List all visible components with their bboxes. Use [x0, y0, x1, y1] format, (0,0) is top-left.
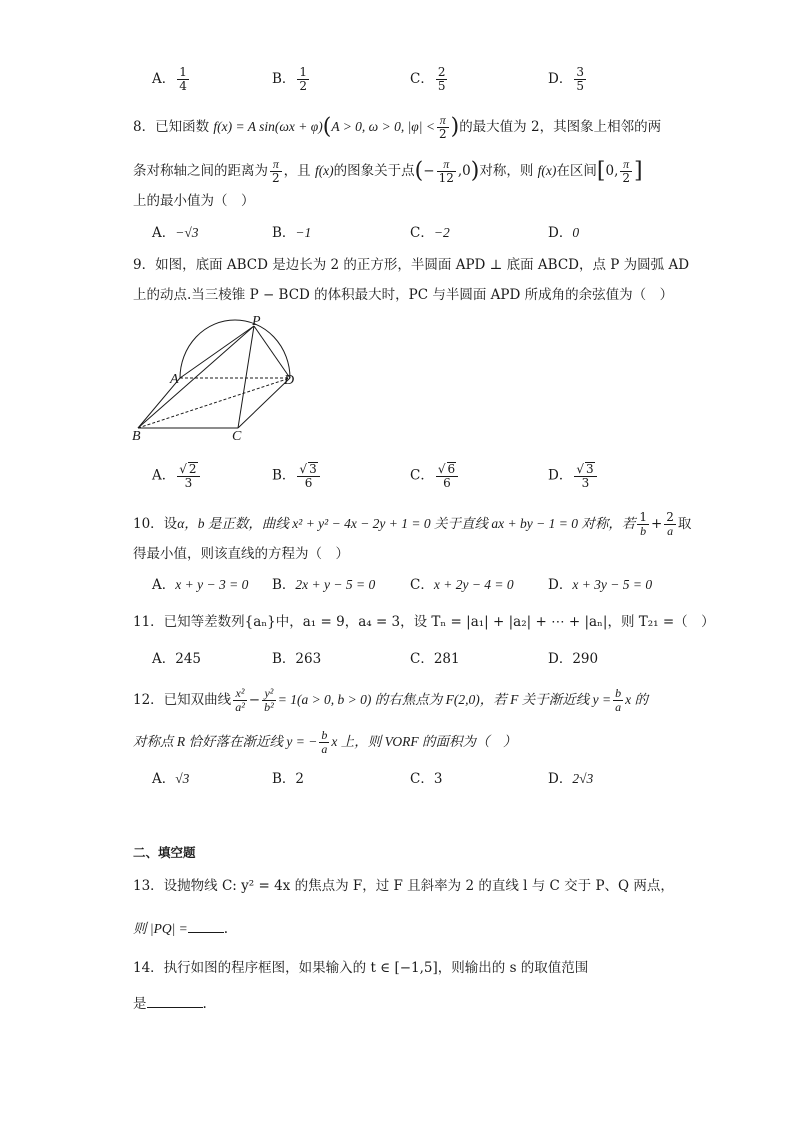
q10-option-c[interactable] [410, 576, 514, 594]
q9-option-d[interactable] [548, 462, 599, 490]
fraction: $\frac{√ 3}{6}$ [297, 462, 319, 490]
option-value: −1 [295, 225, 312, 240]
plus: + [650, 516, 663, 532]
fraction [262, 687, 276, 714]
option-value: x + 2y − 4 = 0 [433, 577, 514, 592]
option-label: B． [272, 651, 296, 667]
q14-line-2 [133, 993, 207, 1013]
option-label: A． [152, 651, 176, 667]
q8-option-c[interactable] [410, 224, 450, 242]
text: 10．设 [133, 516, 178, 532]
zero: 0 [605, 163, 615, 179]
q10-option-a[interactable] [152, 576, 248, 594]
denominator: 3 [184, 476, 193, 490]
denominator: 2 [299, 79, 308, 93]
edge-pc [238, 326, 254, 428]
formula: A > 0, ω > 0, |φ| < [331, 119, 435, 134]
text: 条对称轴之间的距离为 [133, 163, 268, 179]
bracket-close: ] [634, 158, 643, 184]
numerator: π [437, 114, 449, 128]
q8-line-1 [133, 114, 661, 141]
text: ，且 [283, 163, 311, 179]
denominator: a [321, 742, 328, 756]
option-value: 290 [572, 651, 599, 667]
q7-option-b[interactable] [272, 66, 311, 93]
text: α，b 是正数，曲线 x² + y² − 4x − 2y + 1 = 0 关于直线 ax + by − 1 = 0 对称，若 [177, 516, 636, 531]
q9-line-2: 上的动点.当三棱锥 P − BCD 的体积最大时，PC 与半圆面 APD 所成角的余弦值为（ ） [133, 287, 674, 303]
q9-option-a[interactable] [152, 462, 202, 490]
denominator: 4 [179, 79, 187, 93]
bracket-open: [ [596, 158, 606, 184]
question-number: 8． [133, 119, 156, 135]
option-label: C． [410, 577, 434, 593]
paren-close: ) [470, 158, 480, 184]
q11-option-a[interactable] [152, 650, 201, 668]
q8-option-a[interactable] [152, 224, 199, 242]
text: 对称点 R 恰好落在渐近线 y = − [133, 734, 318, 749]
q12-line-2 [133, 729, 517, 756]
q9-option-c[interactable] [410, 462, 460, 490]
q12-option-b[interactable] [272, 770, 304, 788]
q13-line-1: 13．设抛物线 C: y² = 4x 的焦点为 F，过 F 且斜率为 2 的直线 l 与 C 交于 P、Q 两点， [133, 878, 674, 894]
option-value: 245 [175, 651, 202, 667]
period: . [202, 996, 207, 1012]
q11-line-1: 11．已知等差数列{aₙ}中，a₁ = 9，a₄ = 3，设 Tₙ = |a₁| + |a₂| + ⋯ + |aₙ|，则 T₂₁ =（ ） [133, 614, 715, 630]
fraction [233, 687, 247, 714]
text: 则 |PQ| = [133, 921, 188, 936]
q12-option-d[interactable] [548, 770, 593, 788]
denominator: a [667, 524, 674, 538]
q14-line-1: 14．执行如图的程序框图，如果输入的 t ∈ [−1,5]，则输出的 s 的取值范围 [133, 960, 589, 976]
fraction [664, 511, 676, 538]
label-p: P [252, 316, 261, 329]
text: 对称，则 [479, 163, 534, 179]
q7-option-a[interactable] [152, 66, 191, 93]
q7-option-d[interactable] [548, 66, 588, 93]
text: 是 [133, 996, 147, 1012]
radicand: 6 [447, 462, 456, 476]
fraction: $\frac{√ 2}{3}$ [177, 462, 199, 490]
formula: f(x) = A sin(ωx + φ) [213, 119, 323, 134]
q10-line-2: 得最小值，则该直线的方程为（ ） [133, 546, 349, 562]
q11-option-d[interactable] [548, 650, 598, 668]
option-label: D． [548, 71, 573, 87]
paren-open: ( [322, 114, 332, 140]
fraction [319, 729, 329, 756]
text: = 1(a > 0, b > 0) 的右焦点为 F(2,0)，若 F 关于渐近线 y = [277, 692, 612, 707]
q11-option-b[interactable] [272, 650, 321, 668]
edge-pb [138, 326, 254, 428]
denominator: 3 [581, 476, 590, 490]
text: x 的 [625, 692, 648, 707]
option-value: 2√3 [572, 771, 594, 786]
option-label: C． [410, 771, 434, 787]
fraction: $\frac{√ 6}{6}$ [436, 462, 458, 490]
q8-option-b[interactable] [272, 224, 311, 242]
fraction [637, 511, 649, 538]
q9-figure [130, 316, 310, 446]
q9-line-1: 9．如图，底面 ABCD 是边长为 2 的正方形，半圆面 APD ⊥ 底面 ABCD，点 P 为圆弧 AD [133, 257, 690, 273]
option-value: √3 [175, 771, 190, 786]
text: 的最大值为 2，其图象上相邻的两 [459, 119, 662, 135]
denominator: 6 [443, 476, 451, 490]
numerator: π [270, 158, 282, 172]
option-label: A． [152, 771, 176, 787]
fraction [297, 66, 309, 93]
denominator: 5 [576, 79, 584, 93]
numerator: π [620, 158, 632, 172]
numerator: y² [262, 687, 276, 701]
label-d: D [284, 373, 295, 388]
denominator: 2 [622, 171, 630, 185]
text: 在区间 [556, 163, 597, 179]
fraction [620, 158, 632, 185]
radicand: 3 [309, 462, 317, 476]
option-label: B． [272, 771, 296, 787]
minus: − [248, 692, 261, 708]
diagonal-bd-dashed [138, 378, 290, 428]
option-label: C． [410, 651, 434, 667]
numerator: 1 [299, 65, 308, 79]
option-label: D． [548, 577, 573, 593]
q11-option-c[interactable] [410, 650, 460, 668]
text: 12．已知双曲线 [133, 692, 232, 708]
q8-line-2: 条对称轴之间的距离为 $\frac{\pi}{2}$ ，且 f(x)的图象关于点(− $\frac{\pi}{12}$ ,0)对称，则 f(x)在区间[0, $\frac{\pi}{2}$ ] [133, 157, 643, 185]
option-value: 263 [295, 651, 322, 667]
option-label: B． [272, 71, 296, 87]
q8-line-3: 上的最小值为（ ） [133, 193, 255, 209]
denominator: 6 [304, 476, 313, 490]
minus: − [423, 163, 435, 179]
option-label: D． [548, 651, 573, 667]
option-value: 0 [572, 225, 580, 240]
numerator: 3 [576, 65, 584, 79]
period: . [223, 921, 229, 937]
paren-close: ) [450, 114, 460, 140]
option-label: B． [272, 225, 296, 241]
option-label: A． [152, 577, 176, 593]
fraction [437, 158, 456, 185]
text: x 上，则 VORF 的面积为（ ） [331, 734, 517, 749]
q7-option-c[interactable] [410, 66, 449, 93]
q10-line-1 [133, 511, 691, 538]
numerator: b [615, 686, 622, 700]
edge-pa [180, 326, 254, 378]
fraction [574, 66, 586, 93]
denominator: b² [264, 700, 274, 714]
q8-option-d[interactable] [548, 224, 579, 242]
option-value: −2 [433, 225, 450, 240]
paren-open: ( [414, 158, 424, 184]
option-value: 2 [295, 771, 305, 787]
option-value: x + 3y − 5 = 0 [572, 577, 653, 592]
label-b: B [132, 429, 141, 444]
denominator: 12 [438, 171, 454, 185]
edge-cd [238, 378, 290, 428]
denominator: a [615, 700, 622, 714]
q12-option-c[interactable] [410, 770, 442, 788]
q10-option-d[interactable] [548, 576, 652, 594]
option-label: A． [152, 225, 176, 241]
numerator: π [437, 158, 456, 172]
denominator: b [640, 524, 647, 538]
numerator: b [321, 728, 328, 742]
denominator: 2 [272, 171, 280, 185]
option-label: B． [272, 467, 296, 484]
numerator: 1 [639, 510, 647, 524]
q12-line-1 [133, 687, 648, 714]
fraction: $\frac{√ 3}{3}$ [574, 462, 596, 490]
answer-blank[interactable] [147, 993, 203, 1008]
numerator: 1 [179, 65, 187, 79]
fraction [270, 158, 282, 185]
text: 取 [677, 516, 692, 532]
text: 已知函数 [155, 119, 210, 135]
semicircle-arc [180, 320, 290, 378]
denominator: 2 [438, 127, 447, 141]
option-label: B． [272, 577, 296, 593]
fraction [177, 66, 189, 93]
radicand: 3 [585, 462, 594, 476]
option-value: −√3 [175, 225, 199, 240]
option-label: C． [410, 71, 434, 87]
option-label: A． [152, 467, 176, 484]
radicand: 2 [188, 462, 197, 476]
option-label: D． [548, 225, 573, 241]
fraction [613, 687, 623, 714]
denominator: a² [235, 700, 245, 714]
option-label: A． [152, 71, 176, 87]
section-title: 二、填空题 [133, 845, 196, 860]
numerator: 2 [437, 65, 446, 79]
option-value: 3 [433, 771, 443, 787]
text: 的图象关于点 [333, 163, 415, 179]
fraction [437, 114, 449, 141]
q9-option-b[interactable] [272, 462, 322, 490]
label-a: A [170, 372, 179, 387]
option-value: x + y − 3 = 0 [175, 577, 249, 592]
numerator: x² [233, 687, 247, 701]
option-label: D． [548, 467, 573, 484]
q13-line-2 [133, 918, 228, 938]
label-c: C [232, 429, 242, 444]
option-label: C． [410, 467, 434, 484]
formula: f(x) [537, 163, 557, 178]
fraction [436, 66, 448, 93]
answer-blank[interactable] [188, 918, 224, 933]
formula: f(x) [314, 163, 334, 178]
option-value: 281 [433, 651, 460, 667]
option-label: D． [548, 771, 573, 787]
numerator: 2 [666, 510, 674, 524]
option-label: C． [410, 225, 434, 241]
denominator: 5 [437, 79, 446, 93]
q10-option-b[interactable] [272, 576, 375, 594]
option-value: 2x + y − 5 = 0 [295, 577, 376, 592]
zero: 0 [462, 163, 471, 179]
q12-option-a[interactable] [152, 770, 189, 788]
